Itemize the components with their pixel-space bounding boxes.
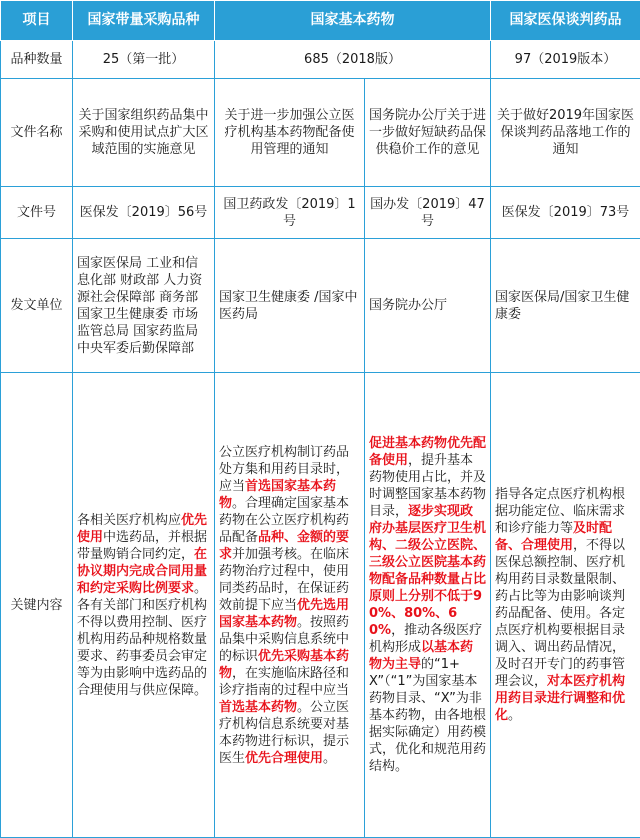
key-ea-highlight-4: 优先采购基本药物 — [219, 648, 350, 681]
key-vbp-text-1: 各相关医疗机构应 — [77, 512, 182, 528]
header-essential: 国家基本药物 — [215, 1, 491, 41]
file-no-nrdl: 医保发〔2019〕73号 — [491, 187, 640, 239]
key-ea-text-3: 并加强考核。在临床药物治疗过程中，使用同类药品时，在保证药效前提下应当 — [219, 546, 350, 613]
issuer-label: 发文单位 — [1, 239, 73, 373]
key-vbp-highlight-2: 在协议期内完成合同用量和约定采购比例要求 — [77, 546, 208, 596]
row-key — [1, 373, 640, 838]
key-nrdl-highlight-1: 及时配备、合理使用 — [495, 521, 613, 553]
file-name-essential-b: 国务院办公厅关于进一步做好短缺药品保供稳价工作的意见 — [365, 79, 491, 187]
key-vbp-highlight-1: 优先使用 — [77, 512, 208, 545]
row-file-no — [1, 187, 640, 239]
file-no-essential-b: 国办发〔2019〕47号 — [365, 187, 491, 239]
header-item: 项目 — [1, 1, 73, 41]
key-nrdl-text-2: ，不得以医保总额控制、医疗机构用药目录数量限制、药占比等为由影响谈判药品配备、使用。各定点医疗机构要根据目录调入、调出药品情况，及时召开专门的药事管理会议， — [495, 538, 626, 689]
key-nrdl-text-3: 。 — [508, 708, 522, 723]
file-no-vbp: 医保发〔2019〕56号 — [73, 187, 215, 239]
key-vbp — [73, 373, 215, 838]
header-nrdl: 国家医保谈判药品 — [491, 1, 640, 41]
issuer-vbp: 国家医保局 工业和信息化部 财政部 人力资源社会保障部 商务部 国家卫生健康委 市场监管总局 国家药监局 中央军委后勤保障部 — [73, 239, 215, 373]
key-label: 关键内容 — [1, 373, 73, 838]
row-count — [1, 41, 640, 79]
file-name-label: 文件名称 — [1, 79, 73, 187]
key-nrdl — [491, 373, 640, 838]
file-no-essential-a: 国卫药政发〔2019〕1号 — [215, 187, 365, 239]
header-row — [1, 1, 640, 41]
issuer-essential-b: 国务院办公厅 — [365, 239, 491, 373]
key-nrdl-highlight-2: 对本医疗机构用药目录进行调整和优化 — [495, 674, 626, 723]
key-vbp-text-3: 。各有关部门和医疗机构不得以费用控制、医疗机构用药品种规格数量要求、药事委员会审定等为由影响中选药品的合理使用与供应保障。 — [77, 580, 208, 698]
key-ea-text-1: 公立医疗机构制订药品处方集和用药目录时，应当 — [219, 444, 350, 494]
key-eb-highlight-2: 逐步实现政府办基层医疗卫生机构、二级公立医院、三级公立医院基本药物配备品种数量占比原则上分别不低于90%、80%、60% — [369, 504, 487, 638]
key-ea-highlight-1: 首选国家基本药物 — [219, 478, 337, 511]
key-eb-text-2: ，推动各级医疗机构形成 — [369, 623, 483, 655]
key-eb-highlight-3: 以基本药物为主导 — [369, 640, 474, 672]
key-ea-highlight-2: 品种、金额的要求 — [219, 529, 350, 562]
issuer-nrdl: 国家医保局/国家卫生健康委 — [491, 239, 640, 373]
file-name-vbp: 关于国家组织药品集中采购和使用试点扩大区域范围的实施意见 — [73, 79, 215, 187]
count-label: 品种数量 — [1, 41, 73, 79]
row-file-name — [1, 79, 640, 187]
key-nrdl-text-1: 指导各定点医疗机构根据功能定位、临床需求和诊疗能力等 — [495, 487, 626, 536]
key-essential-b — [365, 373, 491, 838]
issuer-essential-a: 国家卫生健康委 /国家中医药局 — [215, 239, 365, 373]
key-ea-highlight-3: 优先选用国家基本药物 — [219, 597, 350, 630]
key-vbp-text-2: 中选药品，并根据带量购销合同约定， — [77, 529, 208, 562]
count-vbp: 25（第一批） — [73, 41, 215, 79]
file-name-nrdl: 关于做好2019年国家医保谈判药品落地工作的通知 — [491, 79, 640, 187]
key-ea-text-4: 。按照药品集中采购信息系统中的标识 — [219, 614, 350, 664]
header-vbp: 国家带量采购品种 — [73, 1, 215, 41]
key-ea-text-5: ，在实施临床路径和诊疗指南的过程中应当 — [219, 665, 350, 698]
count-nrdl: 97（2019版本） — [491, 41, 640, 79]
key-ea-highlight-5: 首选基本药物 — [219, 699, 298, 715]
row-issuer — [1, 239, 640, 373]
file-no-label: 文件号 — [1, 187, 73, 239]
key-eb-highlight-1: 促进基本药物优先配备使用 — [369, 436, 487, 468]
key-ea-text-7: 。 — [323, 750, 337, 766]
key-ea-highlight-6: 优先合理使用 — [245, 750, 324, 766]
key-eb-text-3: 的“1+X”（“1”为国家基本药物目录、“X”为非基本药物，由各地根据实际确定）用药模式，优化和规范用药结构。 — [369, 657, 487, 774]
key-essential-a — [215, 373, 365, 838]
key-eb-text-1: ，提升基本药物使用占比，并及时调整国家基本药物目录， — [369, 453, 487, 519]
key-ea-text-2: 。合理确定国家基本药物在公立医疗机构药品配备 — [219, 495, 350, 545]
count-essential: 685（2018版） — [215, 41, 491, 79]
key-ea-text-6: 。公立医疗机构信息系统要对基本药物进行标识，提示医生 — [219, 699, 350, 766]
file-name-essential-a: 关于进一步加强公立医疗机构基本药物配备使用管理的通知 — [215, 79, 365, 187]
